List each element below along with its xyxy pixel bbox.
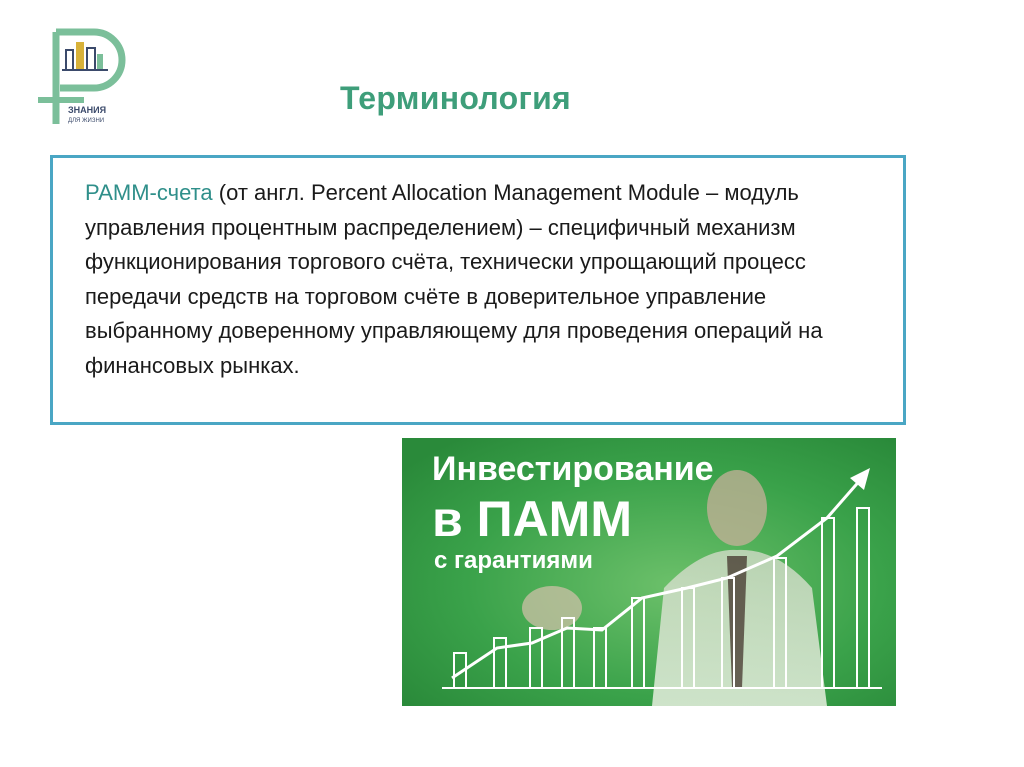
logo-caption-1: ЗНАНИЯ — [68, 105, 107, 115]
definition-box — [50, 155, 906, 425]
logo — [32, 26, 132, 130]
ruble-logo-icon — [32, 26, 132, 130]
promo-image — [402, 438, 896, 706]
definition-term: РАММ-счета — [85, 180, 213, 205]
page-title: Терминология — [340, 80, 572, 116]
investment-chart-picture — [402, 438, 896, 706]
definition-text — [85, 176, 885, 383]
definition-body: (от англ. Percent Allocation Management Module – модуль управления процентным распределением) – специфичный механизм функционирования торгового счёта, технически упрощающий процесс передачи средств на торговом счёте в доверительное управление выбранному доверенному управляющему для проведения операций на финансовых рынках. — [85, 180, 823, 378]
logo-caption-2: ДЛЯ ЖИЗНИ — [68, 118, 105, 124]
promo-line-1: Инвестирование — [432, 450, 714, 488]
promo-line-3: с гарантиями — [434, 547, 593, 574]
promo-line-2: в ПАММ — [432, 491, 632, 547]
